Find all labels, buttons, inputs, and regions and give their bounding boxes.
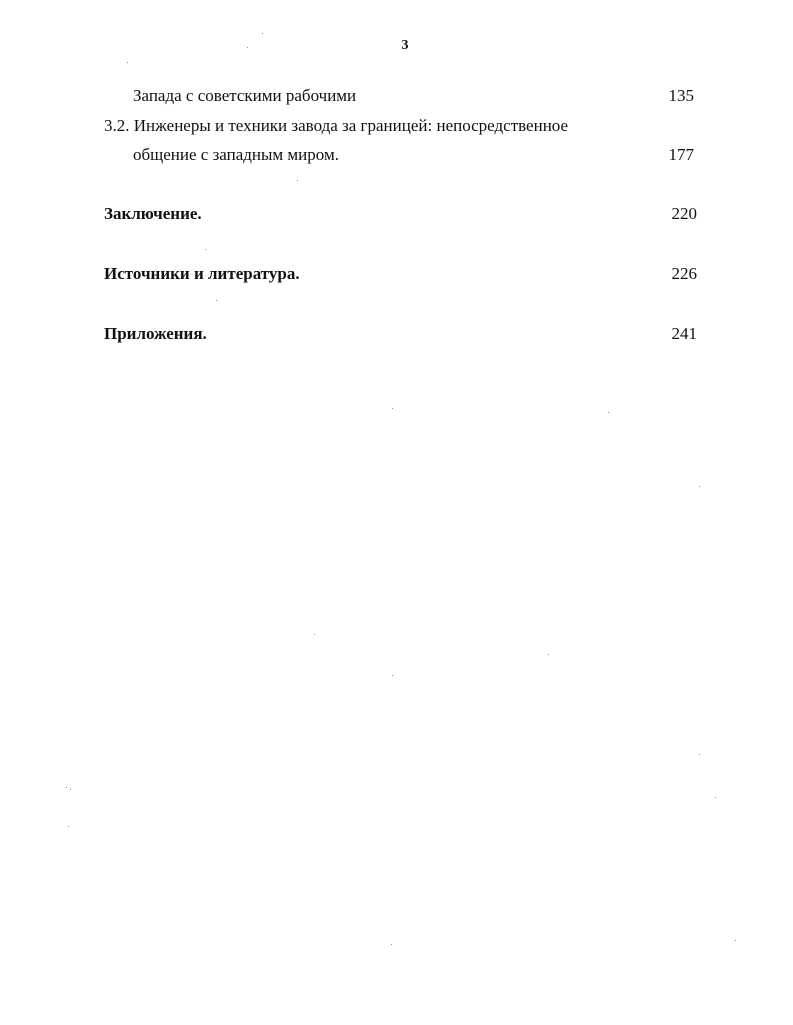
scan-speck xyxy=(70,789,71,790)
toc-entry-page: 135 xyxy=(668,86,694,105)
scan-speck xyxy=(247,47,248,48)
scan-speck xyxy=(392,675,393,676)
scan-speck xyxy=(297,180,298,181)
scan-speck xyxy=(735,940,736,941)
toc-entry-page: 226 xyxy=(671,264,697,283)
toc-entry-title: Заключение. xyxy=(104,204,202,223)
scan-speck xyxy=(608,412,609,413)
toc-entry-title: Приложения. xyxy=(104,324,207,343)
toc-entry-page: 177 xyxy=(668,145,694,164)
toc-entry-title: Запада с советскими рабочими xyxy=(133,86,357,105)
scan-speck xyxy=(715,797,716,798)
scan-speck xyxy=(262,33,263,34)
scan-speck xyxy=(314,634,315,635)
toc-entry-page: 220 xyxy=(671,204,697,223)
scan-speck xyxy=(216,300,217,301)
toc-entry-page: 241 xyxy=(671,324,697,343)
scan-speck xyxy=(66,787,67,788)
scan-speck xyxy=(205,249,206,250)
toc-entry-title: Источники и литература. xyxy=(104,264,300,283)
toc-entry-title: 3.2. Инженеры и техники завода за границей: непосредственное xyxy=(104,116,569,135)
toc-entry-title: общение с западным миром. xyxy=(133,145,339,164)
scan-speck xyxy=(127,62,128,63)
scan-speck xyxy=(391,944,392,945)
scan-speck xyxy=(68,826,69,827)
scan-speck xyxy=(548,654,549,655)
scan-speck xyxy=(699,486,700,487)
page-number: 3 xyxy=(401,38,409,53)
scan-speck xyxy=(392,408,393,409)
scan-speck xyxy=(699,754,700,755)
